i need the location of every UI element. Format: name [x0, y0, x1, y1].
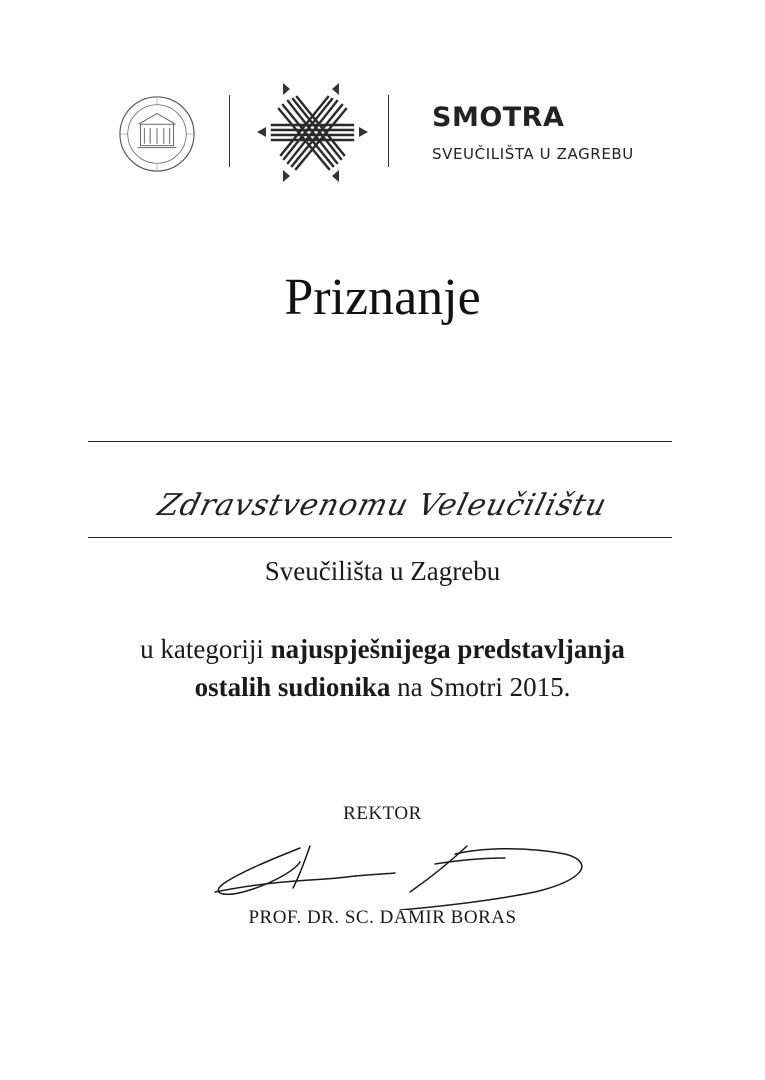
star-arrows-logo-icon [250, 75, 375, 190]
category-line-1 [0, 634, 765, 665]
rule-recipient [88, 537, 672, 538]
university-seal-icon [118, 95, 196, 173]
category-name-part-1: najuspješnijega predstavljanja [270, 634, 625, 664]
brand-subtitle: SVEUČILIŠTA U ZAGREBU [432, 145, 634, 163]
rule-top [88, 441, 672, 442]
category-suffix: na Smotri 2015. [390, 672, 571, 702]
category-prefix: u kategoriji [140, 634, 271, 664]
brand-title: SMOTRA [432, 102, 565, 133]
signatory-role: REKTOR [343, 803, 422, 824]
header-divider-left [229, 95, 230, 167]
recipient-handwritten-name: Zdravstvenomu Veleučilištu [154, 488, 611, 523]
category-line-2 [0, 672, 765, 703]
handwritten-signature-icon [205, 840, 590, 910]
category-name-part-2: ostalih sudionika [194, 672, 391, 702]
header-divider-right [388, 95, 389, 167]
recipient-institution: Sveučilišta u Zagrebu [264, 556, 501, 586]
certificate-title: Priznanje [284, 269, 481, 326]
signatory-name: PROF. DR. SC. DAMIR BORAS [248, 907, 517, 928]
